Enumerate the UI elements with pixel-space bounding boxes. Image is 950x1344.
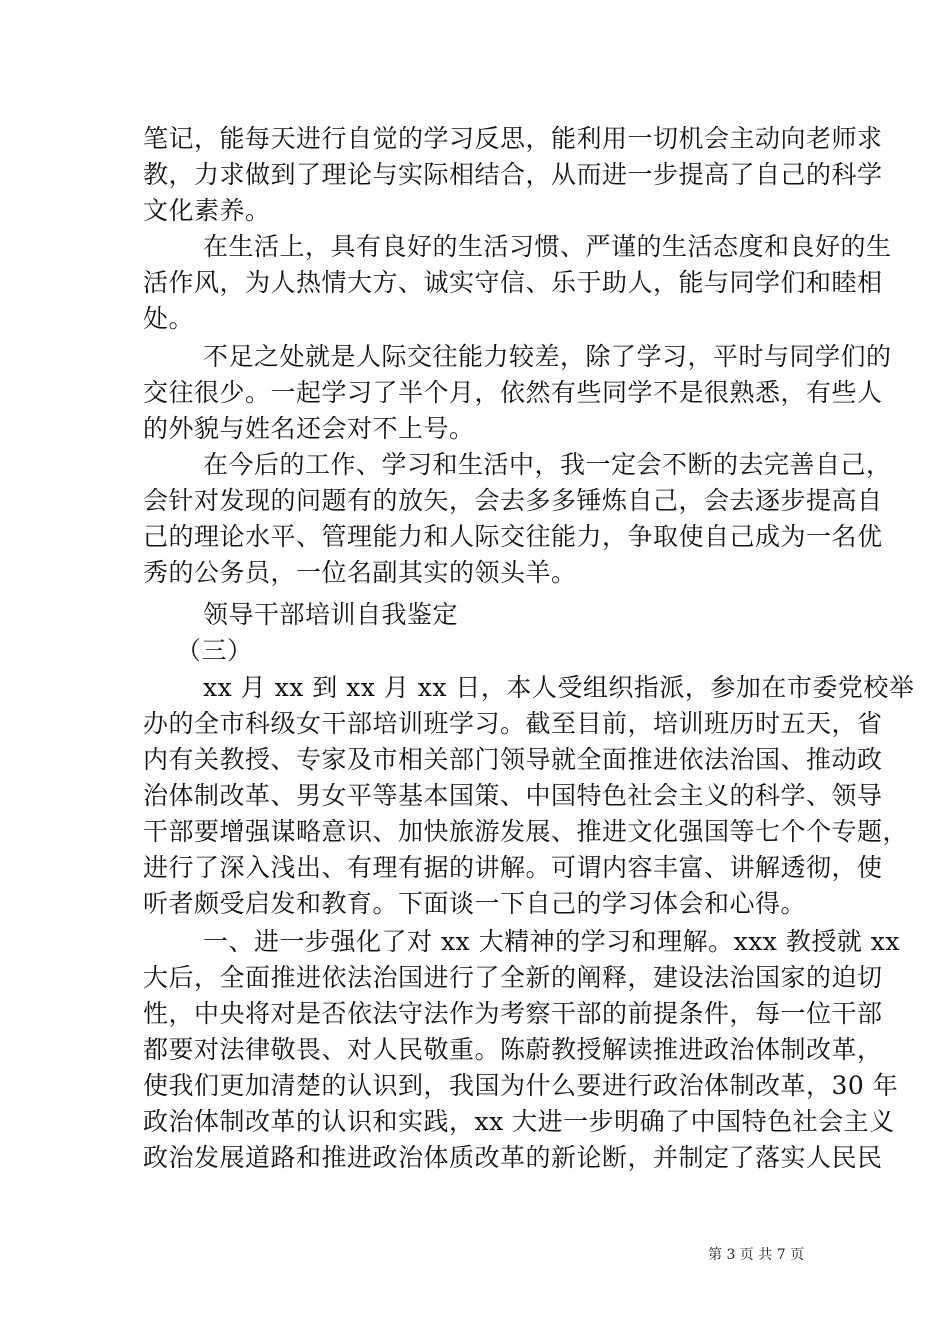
paragraph-start-line: 不足之处就是人际交往能力较差，除了学习，平时与同学们的 bbox=[203, 342, 892, 371]
text-line: 交往很少。一起学习了半个月，依然有些同学不是很熟悉，有些人 bbox=[143, 378, 883, 407]
text-line: 的外貌与姓名还会对不上号。 bbox=[143, 414, 475, 443]
text-line: 文化素养。 bbox=[143, 196, 271, 225]
text-line: 活作风，为人热情大方、诚实守信、乐于助人，能与同学们和睦相 bbox=[143, 268, 883, 297]
text-line: 听者颇受启发和教育。下面谈一下自己的学习体会和心得。 bbox=[143, 889, 807, 918]
text-line: 使我们更加清楚的认识到，我国为什么要进行政治体制改革，30 年 bbox=[143, 1071, 899, 1100]
text-line: 政治体制改革的认识和实践，xx 大进一步明确了中国特色社会主义 bbox=[143, 1107, 895, 1136]
text-line: 都要对法律敬畏、对人民敬重。陈蔚教授解读推进政治体制改革， bbox=[143, 1035, 883, 1064]
paragraph-start-line: 在今后的工作、学习和生活中，我一定会不断的去完善自己， bbox=[203, 450, 892, 479]
text-line: 教，力求做到了理论与实际相结合，从而进一步提高了自己的科学 bbox=[143, 160, 883, 189]
text-line: 干部要增强谋略意识、加快旅游发展、推进文化强国等七个个专题， bbox=[143, 817, 909, 846]
text-line: 笔记，能每天进行自觉的学习反思，能利用一切机会主动向老师求 bbox=[143, 124, 883, 153]
text-line: 大后，全面推进依法治国进行了全新的阐释，建设法治国家的迫切 bbox=[143, 963, 883, 992]
text-line: 办的全市科级女干部培训班学习。截至目前，培训班历时五天，省 bbox=[143, 709, 883, 738]
paragraph-start-line: 一、进一步强化了对 xx 大精神的学习和理解。xxx 教授就 xx bbox=[203, 927, 900, 956]
paragraph-start-line: xx 月 xx 到 xx 月 xx 日，本人受组织指派，参加在市委党校举 bbox=[203, 673, 915, 702]
text-line: 处。 bbox=[143, 304, 195, 333]
text-line: 性，中央将对是否依法守法作为考察干部的前提条件，每一位干部 bbox=[143, 999, 883, 1028]
text-line: 进行了深入浅出、有理有据的讲解。可谓内容丰富、讲解透彻，使 bbox=[143, 853, 883, 882]
text-line: 内有关教授、专家及市相关部门领导就全面推进依法治国、推动政 bbox=[143, 745, 883, 774]
section-heading: 领导干部培训自我鉴定 bbox=[203, 600, 459, 629]
paragraph-start-line: 在生活上，具有良好的生活习惯、严谨的生活态度和良好的生 bbox=[203, 232, 892, 261]
text-line: 秀的公务员，一位名副其实的领头羊。 bbox=[143, 558, 577, 587]
text-line: 政治发展道路和推进政治体质改革的新论断，并制定了落实人民民 bbox=[143, 1143, 883, 1172]
text-line: 己的理论水平、管理能力和人际交往能力，争取使自己成为一名优 bbox=[143, 522, 883, 551]
section-number: （三） bbox=[176, 636, 253, 665]
text-line: 会针对发现的问题有的放矢，会去多多锤炼自己，会去逐步提高自 bbox=[143, 486, 883, 515]
text-line: 治体制改革、男女平等基本国策、中国特色社会主义的科学、领导 bbox=[143, 781, 883, 810]
page-number-footer: 第 3 页 共 7 页 bbox=[708, 1247, 805, 1263]
